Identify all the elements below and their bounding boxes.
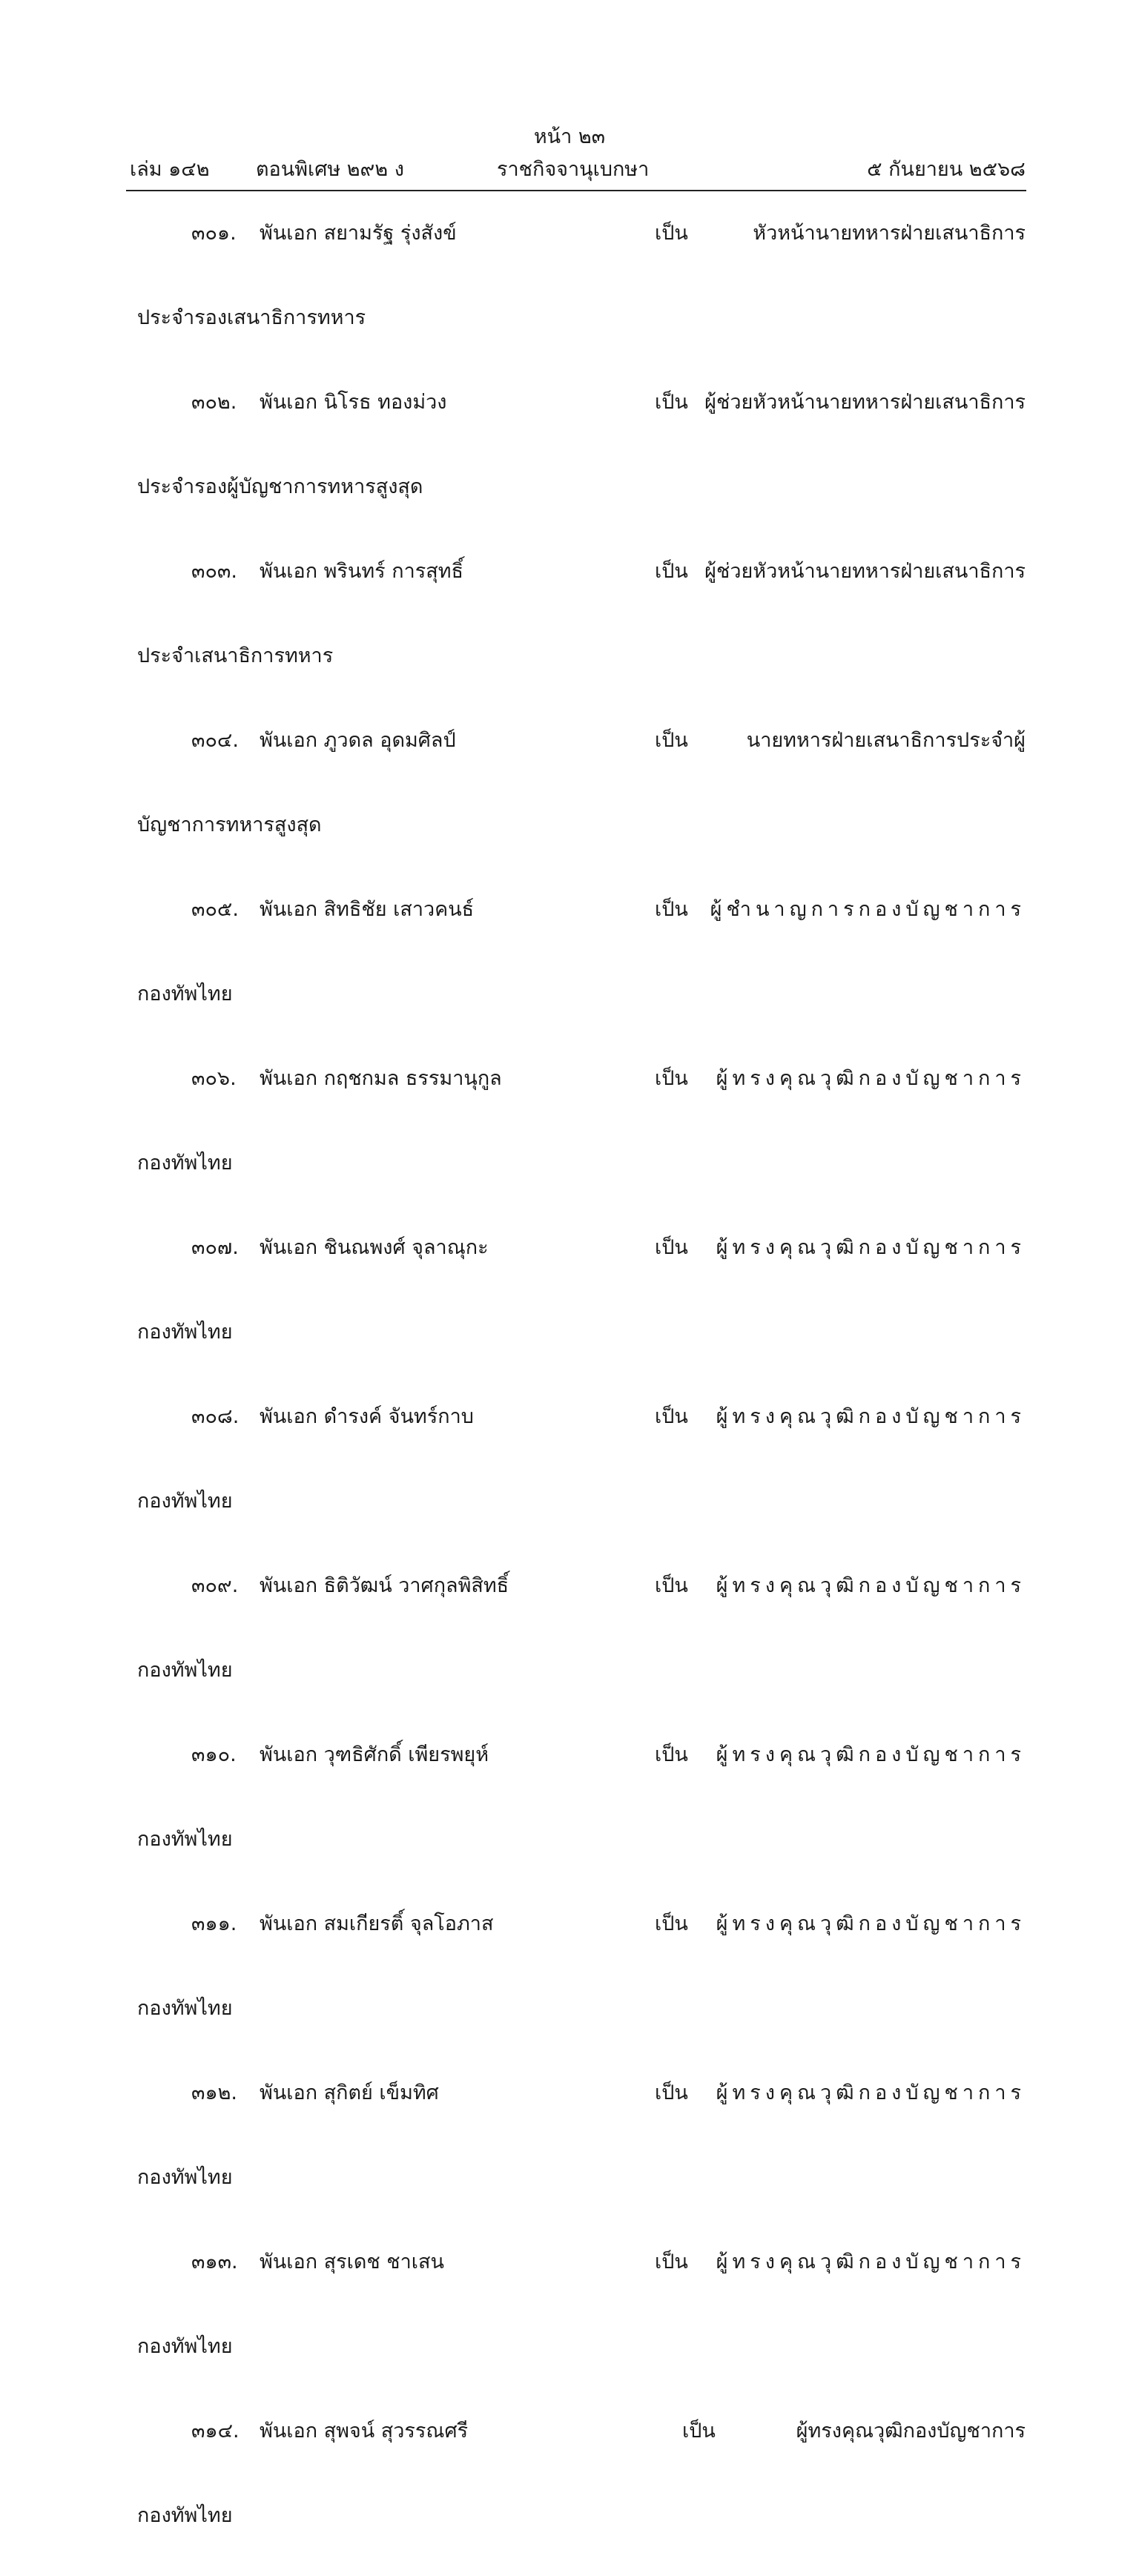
- position-title: ผู้ทรงคุณวุฒิกองบัญชาการ: [716, 1574, 1026, 1597]
- appointment-entry: [0, 1393, 1139, 1562]
- position-prefix: เป็น: [655, 729, 688, 752]
- appointment-entry: [0, 885, 1139, 1054]
- officer-name: พันเอก ภูวดล อุดมศิลป์: [260, 729, 456, 752]
- officer-name: พันเอก วุฑธิศักดิ์ เพียรพยุห์: [260, 1743, 489, 1766]
- position-continuation: กองทัพไทย: [137, 2166, 233, 2189]
- entry-number: ๓๐๒.: [191, 391, 237, 414]
- position-continuation: กองทัพไทย: [137, 1659, 233, 1682]
- officer-name: พันเอก สยามรัฐ รุ่งสังข์: [260, 222, 457, 245]
- position-title: ผู้ทรงคุณวุฒิกองบัญชาการ: [796, 2420, 1026, 2443]
- officer-name: พันเอก สิทธิชัย เสาวคนธ์: [260, 898, 475, 921]
- position-prefix: เป็น: [655, 1405, 688, 1428]
- entry-main-line: [0, 885, 1139, 970]
- entry-main-line: [0, 1223, 1139, 1308]
- appointment-entry: [0, 547, 1139, 716]
- position-continuation: กองทัพไทย: [137, 1997, 233, 2020]
- position-title: ผู้ทรงคุณวุฒิกองบัญชาการ: [716, 2081, 1026, 2104]
- position-title: ผู้ช่วยหัวหน้านายทหารฝ่ายเสนาธิการ: [704, 560, 1026, 583]
- entry-number: ๓๑๑.: [191, 1912, 237, 1935]
- entry-continuation-line: [0, 1139, 1139, 1223]
- position-title: ผู้ทรงคุณวุฒิกองบัญชาการ: [716, 1912, 1026, 1935]
- appointment-entry: [0, 716, 1139, 885]
- entry-main-line: [0, 2407, 1139, 2491]
- position-continuation: กองทัพไทย: [137, 982, 233, 1005]
- officer-name: พันเอก นิโรธ ทองม่วง: [260, 391, 447, 414]
- entry-main-line: [0, 209, 1139, 294]
- position-prefix: เป็น: [655, 2081, 688, 2104]
- entry-main-line: [0, 1562, 1139, 1646]
- entry-continuation-line: [0, 970, 1139, 1054]
- entry-number: ๓๑๐.: [191, 1743, 237, 1766]
- position-continuation: ประจำเสนาธิการทหาร: [137, 644, 334, 667]
- entry-main-line: [0, 2238, 1139, 2322]
- position-continuation: บัญชาการทหารสูงสุด: [137, 813, 322, 836]
- position-title: นายทหารฝ่ายเสนาธิการประจำผู้: [746, 729, 1026, 752]
- entry-number: ๓๐๔.: [191, 729, 239, 752]
- officer-name: พันเอก สุรเดช ชาเสน: [260, 2250, 444, 2273]
- position-title: ผู้ทรงคุณวุฒิกองบัญชาการ: [716, 1743, 1026, 1766]
- appointment-entry: [0, 1900, 1139, 2069]
- entry-main-line: [0, 716, 1139, 801]
- entry-continuation-line: [0, 1815, 1139, 1900]
- entry-number: ๓๐๑.: [191, 222, 237, 245]
- appointment-entry: [0, 209, 1139, 378]
- position-prefix: เป็น: [655, 222, 688, 245]
- entry-main-line: [0, 1900, 1139, 1984]
- officer-name: พันเอก สุพจน์ สุวรรณศรี: [260, 2420, 469, 2443]
- entry-main-line: [0, 1393, 1139, 1477]
- position-continuation: กองทัพไทย: [137, 1490, 233, 1513]
- officer-name: พันเอก ชินณพงศ์ จุลาณุกะ: [260, 1236, 489, 1259]
- position-continuation: กองทัพไทย: [137, 1828, 233, 1851]
- entry-continuation-line: [0, 632, 1139, 716]
- appointment-entry: [0, 1223, 1139, 1393]
- entry-number: ๓๐๕.: [191, 898, 239, 921]
- position-continuation: กองทัพไทย: [137, 1321, 233, 1344]
- position-prefix: เป็น: [655, 1912, 688, 1935]
- position-prefix: เป็น: [655, 560, 688, 583]
- publication-date: ๕ กันยายน ๒๕๖๘: [867, 158, 1026, 181]
- entry-continuation-line: [0, 801, 1139, 885]
- officer-name: พันเอก พรินทร์ การสุทธิ์: [260, 560, 464, 583]
- entry-number: ๓๐๓.: [191, 560, 237, 583]
- entry-continuation-line: [0, 2322, 1139, 2407]
- gazette-header: [130, 153, 1026, 187]
- entry-main-line: [0, 1054, 1139, 1139]
- position-title: ผู้ทรงคุณวุฒิกองบัญชาการ: [716, 1405, 1026, 1428]
- appointment-entry: [0, 1562, 1139, 1731]
- position-prefix: เป็น: [655, 1236, 688, 1259]
- appointment-entry: [0, 2407, 1139, 2576]
- entry-continuation-line: [0, 1477, 1139, 1562]
- appointment-entry: [0, 378, 1139, 547]
- position-prefix: เป็น: [682, 2420, 716, 2443]
- appointment-entry: [0, 1054, 1139, 1223]
- appointment-entry: [0, 1731, 1139, 1900]
- entry-number: ๓๑๓.: [191, 2250, 238, 2273]
- entry-continuation-line: [0, 1984, 1139, 2069]
- entry-main-line: [0, 547, 1139, 632]
- entry-continuation-line: [0, 1308, 1139, 1393]
- entry-continuation-line: [0, 1646, 1139, 1731]
- position-prefix: เป็น: [655, 391, 688, 414]
- gazette-name: ราชกิจจานุเบกษา: [497, 158, 650, 181]
- officer-name: พันเอก ธิติวัฒน์ วาศกุลพิสิทธิ์: [260, 1574, 509, 1597]
- page-number: หน้า ๒๓: [533, 125, 606, 148]
- position-title: ผู้ทรงคุณวุฒิกองบัญชาการ: [716, 1067, 1026, 1090]
- appointment-entry: [0, 2238, 1139, 2407]
- entry-number: ๓๐๙.: [191, 1574, 239, 1597]
- entry-number: ๓๐๘.: [191, 1405, 240, 1428]
- header-divider: [126, 190, 1026, 191]
- position-continuation: ประจำรองเสนาธิการทหาร: [137, 306, 366, 329]
- position-continuation: ประจำรองผู้บัญชาการทหารสูงสุด: [137, 475, 423, 498]
- position-continuation: กองทัพไทย: [137, 1152, 233, 1175]
- position-continuation: กองทัพไทย: [137, 2335, 233, 2358]
- entry-main-line: [0, 378, 1139, 463]
- officer-name: พันเอก สมเกียรติ์ จุลโอภาส: [260, 1912, 494, 1935]
- entry-number: ๓๐๖.: [191, 1067, 237, 1090]
- position-prefix: เป็น: [655, 1743, 688, 1766]
- entry-number: ๓๑๒.: [191, 2081, 237, 2104]
- position-title: หัวหน้านายทหารฝ่ายเสนาธิการ: [753, 222, 1026, 245]
- issue-label: ตอนพิเศษ ๒๙๒ ง: [256, 158, 404, 181]
- position-prefix: เป็น: [655, 1574, 688, 1597]
- entry-main-line: [0, 1731, 1139, 1815]
- appointment-list: [0, 209, 1139, 2576]
- entry-continuation-line: [0, 294, 1139, 378]
- position-title: ผู้ทรงคุณวุฒิกองบัญชาการ: [716, 1236, 1026, 1259]
- position-title: ผู้ทรงคุณวุฒิกองบัญชาการ: [716, 2250, 1026, 2273]
- position-continuation: กองทัพไทย: [137, 2504, 233, 2527]
- officer-name: พันเอก ดำรงค์ จันทร์กาบ: [260, 1405, 474, 1428]
- entry-continuation-line: [0, 2491, 1139, 2576]
- entry-number: ๓๐๗.: [191, 1236, 239, 1259]
- entry-main-line: [0, 2069, 1139, 2153]
- position-title: ผู้ชำนาญการกองบัญชาการ: [710, 898, 1026, 921]
- entry-number: ๓๑๔.: [191, 2420, 240, 2443]
- officer-name: พันเอก สุกิตย์ เข็มทิศ: [260, 2081, 439, 2104]
- officer-name: พันเอก กฤชกมล ธรรมานุกูล: [260, 1067, 502, 1090]
- volume-label: เล่ม ๑๔๒: [130, 158, 210, 181]
- position-prefix: เป็น: [655, 1067, 688, 1090]
- position-prefix: เป็น: [655, 2250, 688, 2273]
- appointment-entry: [0, 2069, 1139, 2238]
- position-prefix: เป็น: [655, 898, 688, 921]
- entry-continuation-line: [0, 2153, 1139, 2238]
- entry-continuation-line: [0, 463, 1139, 547]
- position-title: ผู้ช่วยหัวหน้านายทหารฝ่ายเสนาธิการ: [704, 391, 1026, 414]
